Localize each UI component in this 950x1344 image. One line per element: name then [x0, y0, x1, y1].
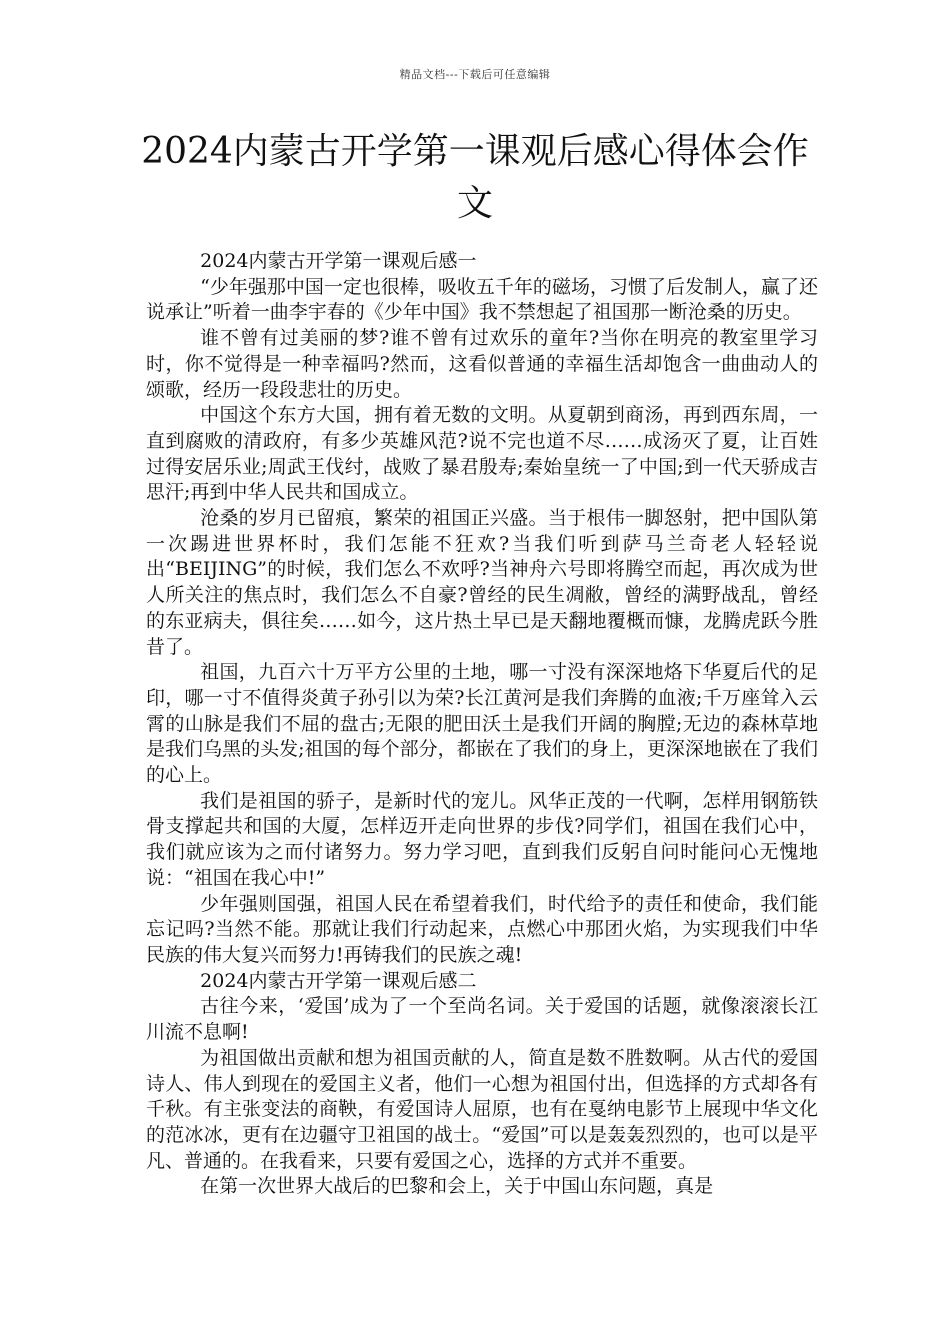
- paragraph: 中国这个东方大国，拥有着无数的文明。从夏朝到商汤，再到西东周，一直到腐败的清政府，有多少英雄风范?说不完也道不尽……成汤灭了夏，让百姓过得安居乐业;周武王伐纣，战败了暴君殷寿;秦始皇统一了中国;到一代天骄成吉思汗;再到中华人民共和国成立。: [146, 404, 818, 504]
- section-heading: 2024内蒙古开学第一课观后感二: [200, 969, 477, 992]
- paragraph: 谁不曾有过美丽的梦?谁不曾有过欢乐的童年?当你在明亮的教室里学习时，你不觉得是一种幸福吗?然而，这看似普通的幸福生活却饱含一曲曲动人的颂歌，经历一段段悲壮的历史。: [146, 327, 818, 401]
- section-heading: 2024内蒙古开学第一课观后感一: [200, 250, 477, 272]
- page-header: 精品文档---下载后可任意编辑: [399, 68, 551, 81]
- paragraph: 我们是祖国的骄子，是新时代的宠儿。风华正茂的一代啊，怎样用钢筋铁骨支撑起共和国的大厦，怎样迈开走向世界的步伐?同学们，祖国在我们心中，我们就应该为之而付诸努力。努力学习吧，直到我们反躬自问时能问心无愧地说：“祖国在我心中!”: [146, 789, 818, 889]
- paragraph: 在第一次世界大战后的巴黎和会上，关于中国山东问题，真是: [200, 1175, 714, 1198]
- paragraph: 沧桑的岁月已留痕，繁荣的祖国正兴盛。当于根伟一脚怒射，把中国队第一次踢进世界杯时，我们怎能不狂欢?当我们听到萨马兰奇老人轻轻说出“BEIJING”的时候，我们怎么不欢呼?当神舟六号即将腾空而起，再次成为世人所关注的焦点时，我们怎么不自豪?曾经的民生凋敝，曾经的满野战乱，曾经的东亚病夫，俱往矣……如今，这片热土早已是天翻地覆概而慷，龙腾虎跃今胜昔了。: [146, 507, 818, 658]
- paragraph: 少年强则国强，祖国人民在希望着我们，时代给予的责任和使命，我们能忘记吗?当然不能。那就让我们行动起来，点燃心中那团火焰，为实现我们中华民族的伟大复兴而努力!再铸我们的民族之魂!: [146, 892, 818, 966]
- document-title: 2024内蒙古开学第一课观后感心得体会作文: [141, 131, 809, 224]
- paragraph: 为祖国做出贡献和想为祖国贡献的人，简直是数不胜数啊。从古代的爱国诗人、伟人到现在的爱国主义者，他们一心想为祖国付出，但选择的方式却各有千秋。有主张变法的商鞅，有爱国诗人屈原，也有在戛纳电影节上展现中华文化的范冰冰，更有在边疆守卫祖国的战士。“爱国”可以是轰轰烈烈的，也可以是平凡、普通的。在我看来，只要有爱国之心，选择的方式并不重要。: [146, 1046, 818, 1172]
- paragraph: “少年强那中国一定也很棒，吸收五千年的磁场，习惯了后发制人，赢了还说承让”听着一曲李宇春的《少年中国》我不禁想起了祖国那一断沧桑的历史。: [146, 275, 818, 324]
- paragraph: 古往今来，‘爱国’成为了一个至尚名词。关于爱国的话题，就像滚滚长江川流不息啊!: [146, 995, 818, 1044]
- paragraph: 祖国，九百六十万平方公里的土地，哪一寸没有深深地烙下华夏后代的足印，哪一寸不值得炎黄子孙引以为荣?长江黄河是我们奔腾的血液;千万座耸入云霄的山脉是我们不屈的盘古;无限的肥田沃土是我们开阔的胸膛;无边的森林草地是我们乌黑的头发;祖国的每个部分，都嵌在了我们的身上，更深深地嵌在了我们的心上。: [146, 661, 818, 787]
- document-body: [146, 249, 818, 1200]
